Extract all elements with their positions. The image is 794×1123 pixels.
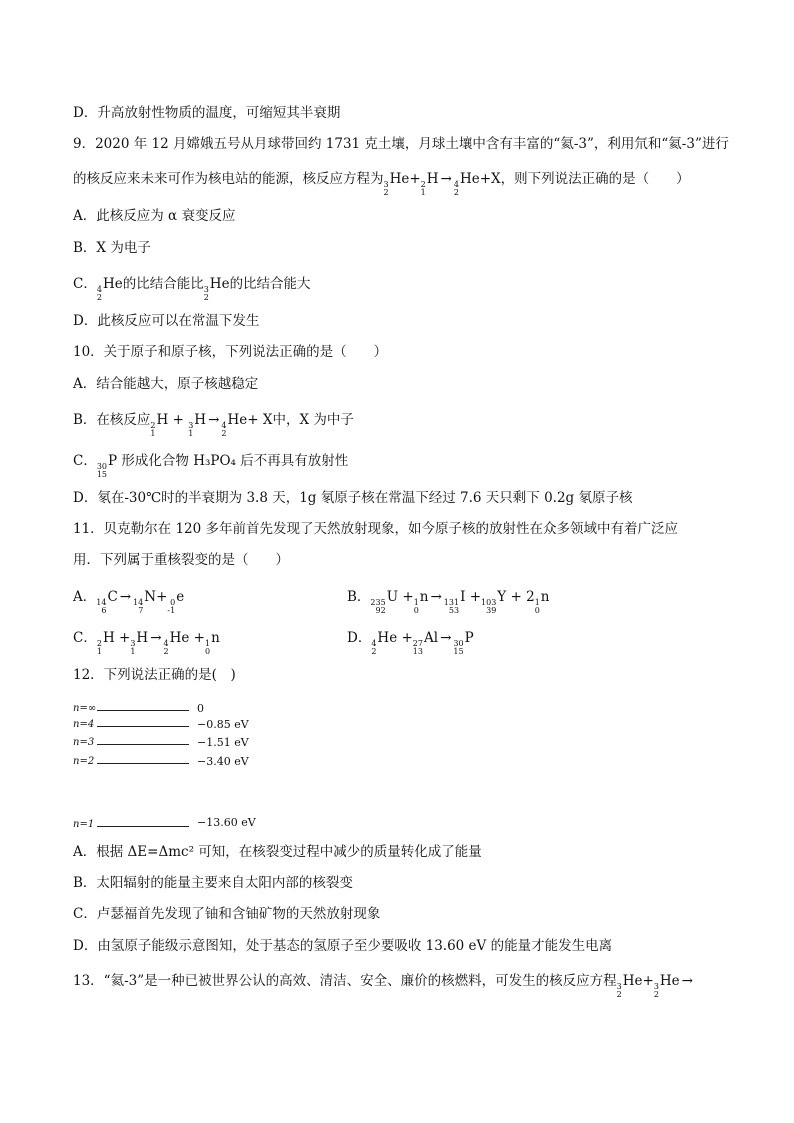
q10-option-b: B．在核反应 2 1 H + 3 1 H → 4 2 He+ X中，X 为中子: [73, 412, 354, 438]
q11-stem-line1: 11．贝克勒尔在 120 多年前首先发现了天然放射现象，如今原子核的放射性在众多领域中有着广泛应: [73, 521, 679, 537]
q11-stem-line2: 用．下列属于重核裂变的是（ ）: [73, 552, 289, 568]
q10-option-c: C． 30 15 P 形成化合物 H₃PO₄ 后不再具有放射性: [73, 453, 349, 479]
q12-option-d: D．由氢原子能级示意图知，处于基态的氢原子至少要吸收 13.60 eV 的能量才能发生电离: [73, 938, 613, 954]
q12-option-a: A．根据 ΔE=Δmc² 可知，在核裂变过程中减少的质量转化成了能量: [73, 844, 482, 860]
q10-option-a: A．结合能越大，原子核越稳定: [73, 376, 259, 392]
q11-option-c: C． 2 1 H + 3 1 H → 4 2 He + 1 0 n: [73, 630, 220, 656]
q10-stem: 10．关于原子和原子核，下列说法正确的是（ ）: [73, 344, 388, 360]
q8-option-d: D．升高放射性物质的温度，可缩短其半衰期: [73, 105, 341, 121]
q11-option-a: A． 14 6 C → 14 7 N+ 0 -1 e: [73, 589, 185, 615]
q12-option-c: C．卢瑟福首先发现了铀和含铀矿物的天然放射现象: [73, 906, 381, 922]
q9-option-b: B．X 为电子: [73, 240, 151, 256]
q9-option-c: C． 4 2 He的比结合能比 3 2 He的比结合能大: [73, 276, 311, 302]
q10-option-d: D．氡在-30℃时的半衰期为 3.8 天，1g 氡原子核在常温下经过 7.6 天只剩下 0.2g 氡原子核: [73, 490, 633, 506]
q12-stem: 12．下列说法正确的是( ): [73, 667, 236, 683]
q13-stem: 13．“氦-3”是一种已被世界公认的高效、清洁、安全、廉价的核燃料，可发生的核反应方程 3 2 He+ 3 2 He →: [73, 973, 693, 999]
q11-option-b: B． 235 92 U + 1 0 n → 131 53 I + 103 39 Y + 2 1 0 n: [347, 589, 550, 615]
q11-options-row2: [73, 629, 723, 656]
q11-option-d: D． 4 2 He + 27 13 Al → 30 15 P: [347, 630, 474, 656]
q9-option-a: A．此核反应为 α 衰变反应: [73, 208, 236, 224]
q9-option-d: D．此核反应可以在常温下发生: [73, 313, 260, 329]
energy-level-diagram: n=∞ 0 n=4 −0.85 eV n=3 −1.51 eV n=2 −3.40 eV n=1 −13.60 eV: [73, 702, 256, 830]
q11-options-row1: [73, 588, 723, 615]
q9-stem-line1: 9．2020 年 12 月嫦娥五号从月球带回约 1731 克土壤，月球土壤中含有丰富的“氦-3”，利用氘和“氦-3”进行: [73, 136, 729, 152]
q12-option-b: B．太阳辐射的能量主要来自太阳内部的核裂变: [73, 875, 353, 891]
q9-stem-line2: 的核反应来未来可作为核电站的能源，核反应方程为 3 2 He+ 2 1 H → 4 2 He+X，则下列说法正确的是（ ）: [73, 171, 690, 197]
